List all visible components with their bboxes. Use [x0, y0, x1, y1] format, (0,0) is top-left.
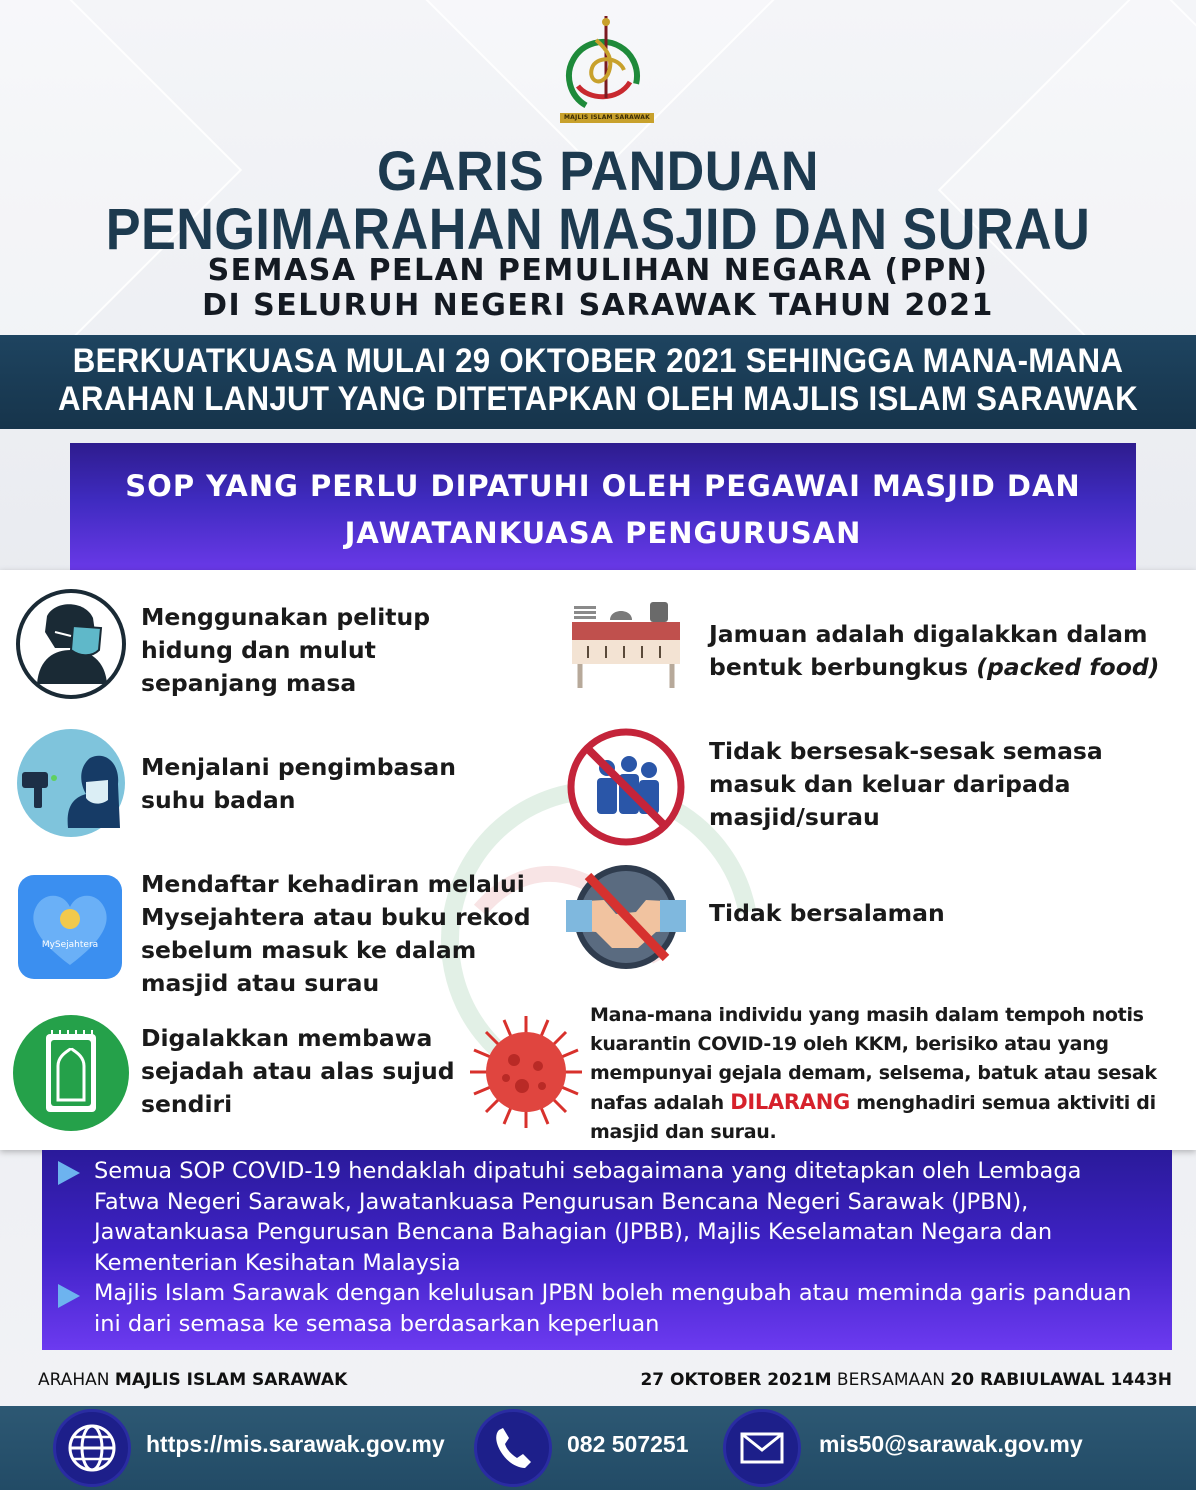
issue-date-text	[640, 1370, 1172, 1390]
packed-food-italic-text: (packed food)	[976, 653, 1160, 681]
sop-heading-line1: SOP YANG PERLU DIPATUHI OLEH PEGAWAI MASJID DAN	[125, 469, 1081, 503]
packed-food-table-icon	[566, 596, 686, 694]
no-handshake-item-text	[709, 897, 945, 930]
globe-icon-svg	[56, 1412, 128, 1484]
note-line: Fatwa Negeri Sarawak, Jawatankuasa Pengurusan Bencana Negeri Sarawak (JPBN),	[94, 1188, 1029, 1215]
prayer-mat-text-line: Digalakkan membawa	[141, 1024, 433, 1052]
packed-food-text-line	[709, 651, 1159, 684]
mask-text-line: hidung dan mulut	[141, 636, 376, 664]
packed-food-text-line: Jamuan adalah digalakkan dalam	[709, 620, 1148, 648]
face-mask-icon	[15, 588, 127, 700]
effective-date-line1: BERKUATKUASA MULAI 29 OKTOBER 2021 SEHINGGA MANA-MANA	[72, 342, 1124, 380]
email-icon	[723, 1409, 801, 1487]
mysejahtera-text-line: Mysejahtera atau buku rekod	[141, 903, 531, 931]
temperature-item-text	[141, 751, 456, 817]
warning-line: kuarantin COVID-19 oleh KKM, berisiko atau yang	[590, 1033, 1109, 1055]
no-handshake-text-line: Tidak bersalaman	[709, 899, 945, 927]
page-title-line2: PENGIMARAHAN MASJID DAN SURAU	[105, 197, 1091, 262]
globe-icon	[53, 1409, 131, 1487]
phone-icon-svg	[477, 1412, 549, 1484]
thermometer-scan-icon	[16, 728, 126, 838]
warning-line: Mana-mana individu yang masih dalam tempoh notis	[590, 1004, 1144, 1026]
note-line: Majlis Islam Sarawak dengan kelulusan JPBN boleh mengubah atau meminda garis panduan	[94, 1280, 1132, 1306]
phone-icon	[474, 1409, 552, 1487]
mysejahtera-label: MySejahtera	[41, 940, 99, 950]
issuer-prefix: ARAHAN	[38, 1370, 115, 1390]
mask-text-line: Menggunakan pelitup	[141, 603, 431, 631]
mysejahtera-app-icon	[18, 875, 122, 979]
issuer-text	[38, 1370, 347, 1390]
packed-food-item-text	[709, 618, 1159, 684]
no-crowd-text-line: Tidak bersesak-sesak semasa	[709, 737, 1103, 765]
mask-text-line: sepanjang masa	[141, 669, 357, 697]
mask-item-text	[141, 601, 430, 700]
prayer-mat-item-text	[141, 1022, 455, 1121]
issue-date-connector: BERSAMAAN	[831, 1370, 951, 1390]
no-handshake-icon	[566, 862, 686, 972]
page-title-line1: GARIS PANDUAN	[376, 139, 819, 202]
note-line: Jawatankuasa Pengurusan Bencana Bahagian (JPBB), Majlis Keselamatan Negara dan	[94, 1219, 1053, 1245]
no-crowd-item-text	[709, 735, 1103, 834]
mysejahtera-text-line: sebelum masuk ke dalam	[141, 936, 477, 964]
mysejahtera-item-text	[141, 868, 531, 1000]
effective-date-line2: ARAHAN LANJUT YANG DITETAPKAN OLEH MAJLIS ISLAM SARAWAK	[58, 380, 1138, 418]
coronavirus-icon	[466, 1012, 586, 1132]
issue-date-gregorian: 27 OKTOBER 2021M	[640, 1370, 832, 1390]
note-bullet-icon	[58, 1284, 80, 1308]
prayer-mat-icon	[12, 1014, 130, 1132]
email-link[interactable]: mis50@sarawak.gov.my	[819, 1431, 1083, 1457]
note-line: Semua SOP COVID-19 hendaklah dipatuhi sebagaimana yang ditetapkan oleh Lembaga	[94, 1158, 1082, 1184]
sop-heading-box	[70, 443, 1136, 571]
issuer-name: MAJLIS ISLAM SARAWAK	[114, 1370, 348, 1390]
warning-text: menghadiri semua aktiviti di	[849, 1092, 1156, 1114]
note-sop-compliance	[94, 1156, 1154, 1278]
temperature-text-line: suhu badan	[141, 786, 296, 814]
mysejahtera-text-line: masjid atau surau	[141, 969, 380, 997]
sop-heading-line2: JAWATANKUASA PENGURUSAN	[344, 516, 862, 550]
packed-food-text: bentuk berbungkus	[709, 653, 977, 681]
temperature-text-line: Menjalani pengimbasan	[141, 753, 456, 781]
dilarang-highlight: DILARANG	[730, 1090, 850, 1114]
logo-caption: MAJLIS ISLAM SARAWAK	[560, 113, 654, 123]
mysejahtera-text-line: Mendaftar kehadiran melalui	[141, 870, 525, 898]
issue-date-hijri: 20 RABIULAWAL 1443H	[950, 1370, 1172, 1390]
note-line: ini dari semasa ke semasa berdasarkan keperluan	[94, 1310, 660, 1337]
majlis-islam-sarawak-logo	[548, 10, 658, 122]
email-icon-svg	[726, 1412, 798, 1484]
warning-line: mempunyai gejala demam, selsema, batuk atau sesak	[590, 1062, 1157, 1084]
prayer-mat-text-line: sejadah atau alas sujud	[141, 1057, 455, 1085]
phone-link[interactable]: 082 507251	[567, 1431, 689, 1457]
note-bullet-icon	[58, 1161, 80, 1185]
subtitle-line2: DI SELURUH NEGERI SARAWAK TAHUN 2021	[202, 288, 994, 323]
no-crowd-text-line: masuk dan keluar daripada	[709, 770, 1071, 798]
note-line: Kementerian Kesihatan Malaysia	[94, 1249, 461, 1276]
note-amendment	[94, 1278, 1154, 1339]
website-link[interactable]: https://mis.sarawak.gov.my	[146, 1431, 445, 1457]
no-crowd-icon	[567, 728, 685, 846]
no-crowd-text-line: masjid/surau	[709, 803, 880, 831]
warning-line	[590, 1088, 1190, 1118]
quarantine-warning-text	[590, 1001, 1190, 1147]
prayer-mat-text-line: sendiri	[141, 1090, 233, 1118]
warning-text: nafas adalah	[590, 1092, 731, 1114]
subtitle-line1: SEMASA PELAN PEMULIHAN NEGARA (PPN)	[207, 253, 989, 288]
warning-line: masjid dan surau.	[590, 1121, 777, 1143]
